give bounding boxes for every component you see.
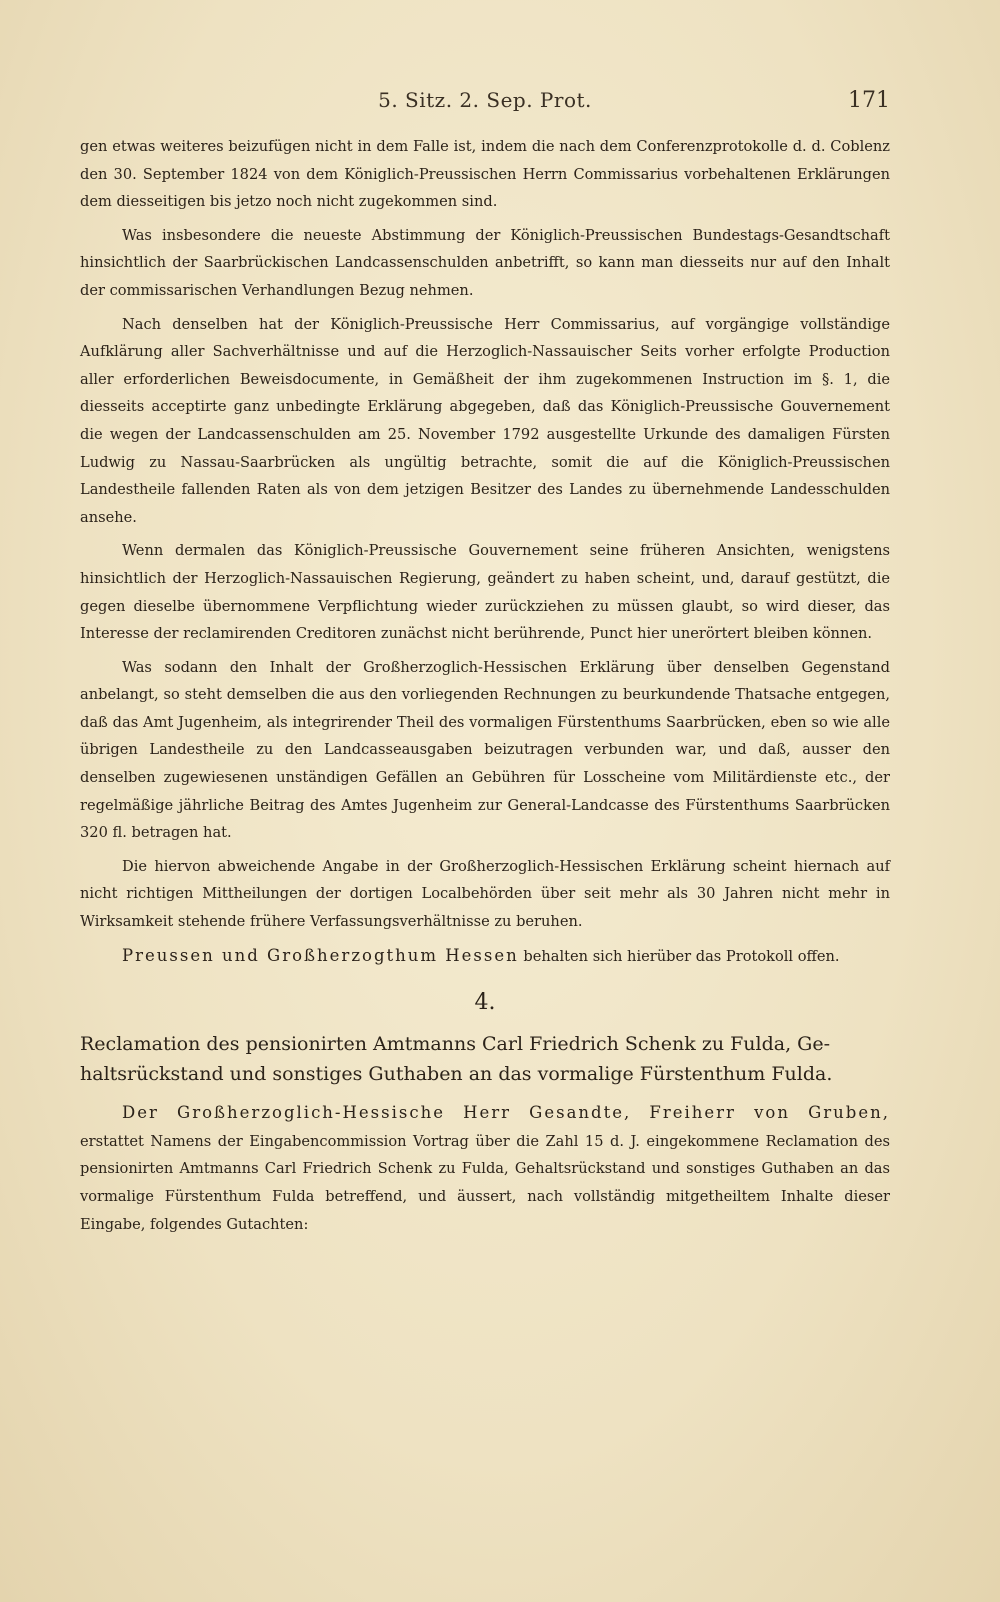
paragraph-5: Was sodann den Inhalt der Großherzoglich-Hessischen Erklärung über denselben Gegenstand anbelangt, so steht demselben die aus den vorliegenden Rechnungen zu beurkundende Thatsache entgegen, daß das Amt Jugenheim, als integrirender Theil des vormaligen Fürstenthums Saarbrücken, eben so wie alle übrigen Landestheile zu den Landcasseausgaben beizutragen verbunden war, und daß, ausser den denselben zugewiesenen unständigen Gefällen an Gebühren für Losscheine vom Militärdienste etc., der regelmäßige jährliche Beitrag des Amtes Jugenheim zur General-Landcasse des Fürstenthums Saarbrücken 320 fl. betragen hat. (80, 658, 890, 842)
section-heading-line-1: Reclamation des pensionirten Amtmanns Carl Friedrich Schenk zu Fulda, Ge- (80, 1033, 831, 1056)
paragraph-1: gen etwas weiteres beizufügen nicht in dem Falle ist, indem die nach dem Conferenzprotokolle d. d. Coblenz den 30. September 1824 von dem Königlich-Preussischen Herrn Commissarius vorbehaltenen Erklärungen dem diesseitigen bis jetzo noch nicht zugekommen sind. (80, 138, 890, 211)
section-heading-line-2: haltsrückstand und sonstiges Guthaben an das vormalige Fürstenthum Fulda. (80, 1063, 833, 1086)
section-paragraph-text: erstattet Namens der Eingabencommission Vortrag über die Zahl 15 d. J. eingekommene Reclamation des pensionirten Amtmanns Carl Friedrich Schenk zu Fulda, Gehaltsrückstand und sonstiges Guthaben an das vormalige Fürstenthum Fulda betreffend, und äussert, nach vollständig mitgetheiltem Inhalte dieser Eingabe, folgendes Gutachten: (80, 1132, 890, 1233)
running-title: 5. Sitz. 2. Sep. Prot. (378, 88, 592, 112)
page-number: 171 (848, 88, 890, 113)
section-heading (80, 1029, 890, 1089)
running-header (80, 88, 890, 124)
paragraph-4: Wenn dermalen das Königlich-Preussische Gouvernement seine früheren Ansichten, wenigstens hinsichtlich der Herzoglich-Nassauischen Regierung, geändert zu haben scheint, und, darauf gestützt, die gegen dieselbe übernommene Verpflichtung wieder zurückziehen zu müssen glaubt, so wird dieser, das Interesse der reclamirenden Creditoren zunächst nicht berührende, Punct hier unerörtert bleiben können. (80, 542, 890, 643)
paragraph-7-text: behalten sich hierüber das Protokoll offen. (518, 947, 840, 965)
paragraph-6: Die hiervon abweichende Angabe in der Großherzoglich-Hessischen Erklärung scheint hiernach auf nicht richtigen Mittheilungen der dortigen Localbehörden über seit mehr als 30 Jahren nicht mehr in Wirksamkeit stehende frühere Verfassungsverhältnisse zu beruhen. (80, 857, 890, 931)
section-paragraph-lead: Der Großherzoglich-Hessische Herr Gesandte, Freiherr von Gruben, (122, 1103, 890, 1123)
paragraph-7 (80, 942, 890, 971)
paragraph-7-lead: Preussen und Großherzogthum Hessen (122, 945, 519, 965)
body-text (80, 133, 890, 1244)
section-number: 4. (474, 990, 496, 1016)
paragraph-3: Nach denselben hat der Königlich-Preussische Herr Commissarius, auf vorgängige vollständige Aufklärung aller Sachverhältnisse und auf die Herzoglich-Nassauischer Seits vorher erfolgte Production aller erforderlichen Beweisdocumente, in Gemäßheit der ihm zugekommenen Instruction im §. 1, die diesseits acceptirte ganz unbedingte Erklärung abgegeben, daß das Königlich-Preussische Gouvernement die wegen der Landcassenschulden am 25. November 1792 ausgestellte Urkunde des damaligen Fürsten Ludwig zu Nassau-Saarbrücken als ungültig betrachte, somit die auf die Königlich-Preussischen Landestheile fallenden Raten als von dem jetzigen Besitzer des Landes zu übernehmende Landesschulden ansehe. (80, 315, 890, 526)
paragraph-2: Was insbesondere die neueste Abstimmung der Königlich-Preussischen Bundestags-Gesandtschaft hinsichtlich der Saarbrückischen Landcassenschulden anbetrifft, so kann man diesseits nur auf den Inhalt der commissarischen Verhandlungen Bezug nehmen. (80, 226, 890, 299)
section-paragraph (80, 1099, 890, 1238)
